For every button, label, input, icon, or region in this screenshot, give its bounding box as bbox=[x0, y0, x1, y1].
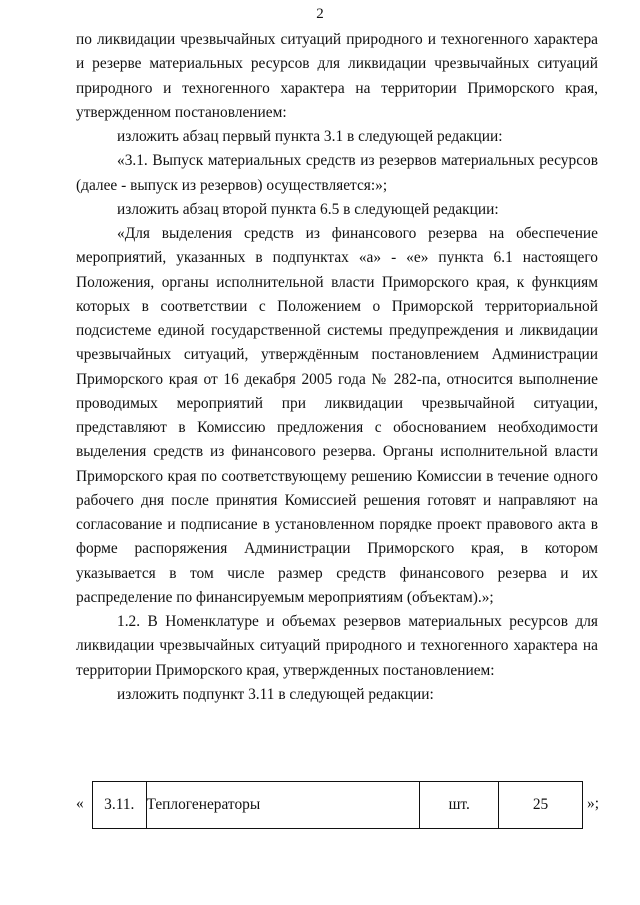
paragraph-amend-3-11: изложить подпункт 3.11 в следующей редакции: bbox=[117, 685, 434, 703]
paragraph-amend-6-5: изложить абзац второй пункта 6.5 в следующей редакции: bbox=[117, 200, 499, 218]
page-number: 2 bbox=[316, 6, 324, 22]
table-row bbox=[93, 782, 583, 829]
cell-quantity: 25 bbox=[499, 782, 583, 829]
nomenclature-table bbox=[92, 781, 583, 829]
cell-number: 3.11. bbox=[93, 782, 147, 829]
nomenclature-row-block bbox=[76, 781, 608, 829]
close-quote: »; bbox=[587, 795, 599, 812]
document-body bbox=[76, 28, 598, 707]
paragraph-quote-6-5: «Для выделения средств из финансового резерва на обеспечение мероприятий, указанных в подпунктах «а» - «е» пункта 6.1 настоящего Положения, органы исполнительной власти Приморского края, к функциям которых в соответствии с Положением о Приморской территориальной подсистеме единой государственной системы предупреждения и ликвидации чрезвычайных ситуаций, утверждённым постановлением Администрации Приморского края от 16 декабря 2005 года № 282-па, относится выполнение проводимых мероприятий при ликвидации чрезвычайной ситуации, представляют в Комиссию предложения с обоснованием необходимости выделения средств из финансового резерва. Органы исполнительной власти Приморского края по соответствующему решению Комиссии в течение одного рабочего дня после принятия Комиссией решения готовят и направляют на согласование и подписание в установленном порядке проект правового акта в форме распоряжения Администрации Приморского края, в котором указывается в том числе размер средств финансового резерва и их распределение по финансируемым мероприятиям (объектам).»; bbox=[76, 225, 598, 606]
paragraph-quote-3-1: «3.1. Выпуск материальных средств из резервов материальных ресурсов (далее - выпуск из резервов) осуществляется:»; bbox=[76, 152, 598, 194]
paragraph-amend-3-1: изложить абзац первый пункта 3.1 в следующей редакции: bbox=[117, 128, 503, 145]
paragraph-intro: по ликвидации чрезвычайных ситуаций природного и техногенного характера и резерве материальных ресурсов для ликвидации чрезвычайных ситуаций природного и техногенного характера на территории Приморского края, утвержденном постановлением: bbox=[76, 31, 598, 121]
cell-unit: шт. bbox=[420, 782, 499, 829]
open-quote: « bbox=[76, 795, 84, 812]
cell-name: Теплогенераторы bbox=[146, 782, 420, 829]
paragraph-1-2: 1.2. В Номенклатуре и объемах резервов материальных ресурсов для ликвидации чрезвычайных ситуаций природного и техногенного характера на территории Приморского края, утвержденных постановлением: bbox=[76, 613, 598, 679]
